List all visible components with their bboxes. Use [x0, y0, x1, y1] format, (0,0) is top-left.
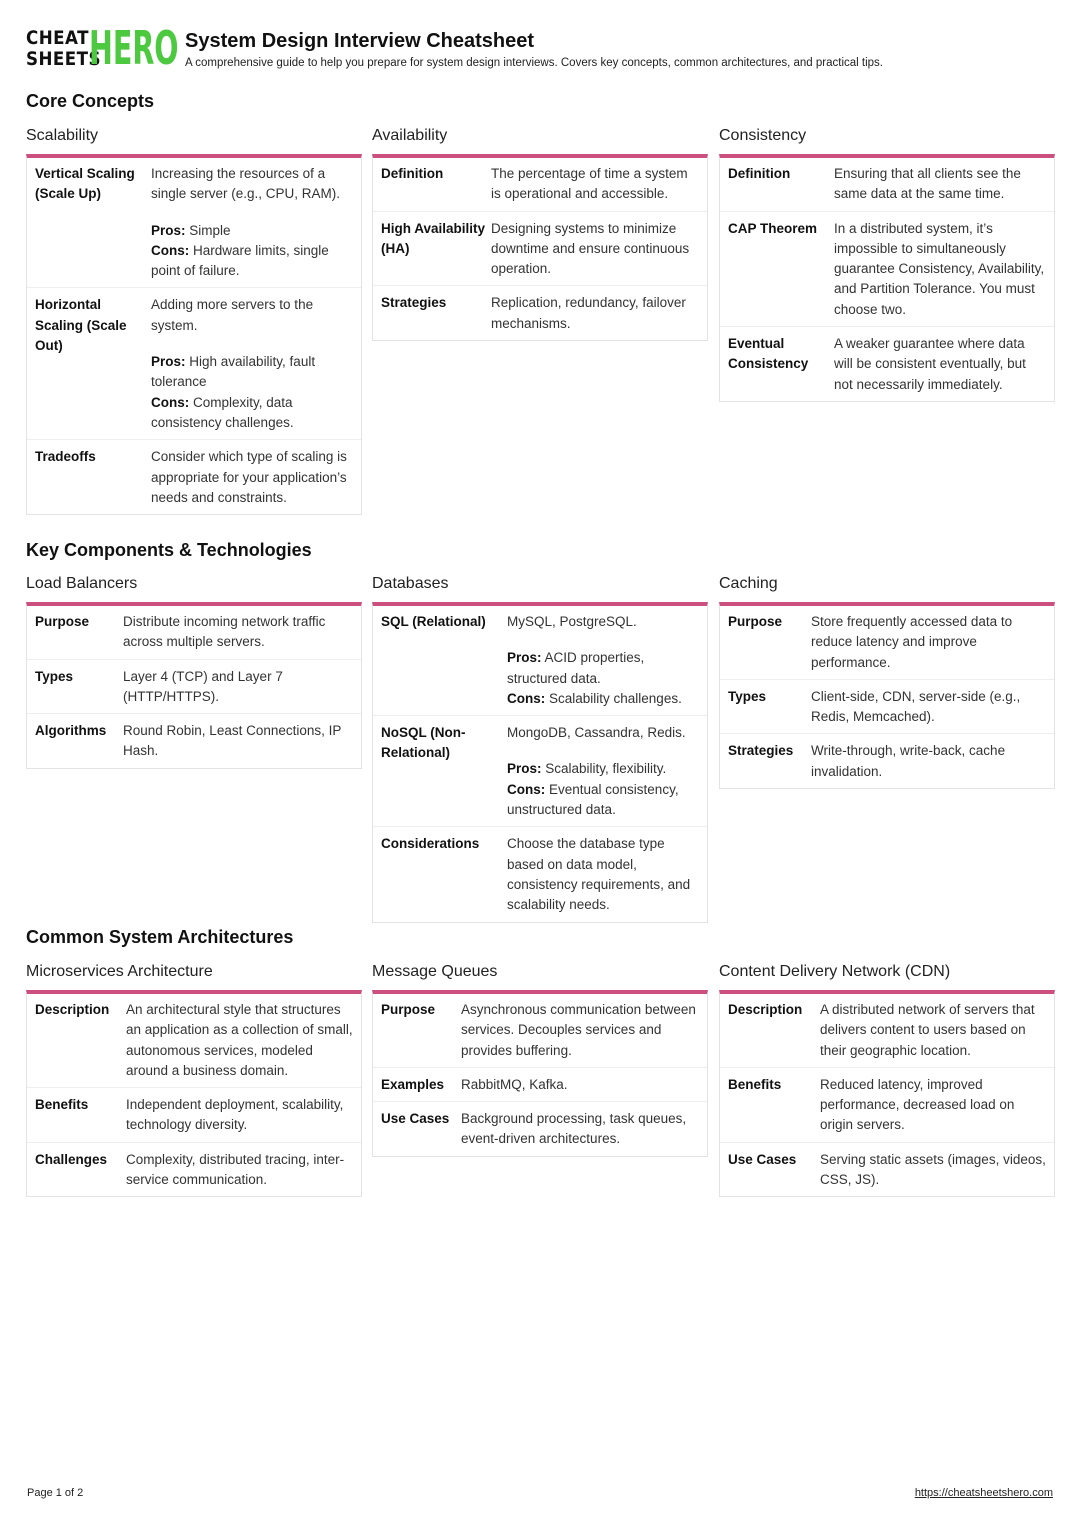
card-title: Databases — [372, 575, 449, 592]
table-row — [27, 439, 361, 514]
card-table — [26, 602, 362, 769]
cons-line — [151, 241, 353, 282]
row-desc: In a distributed system, it’s impossible to simultaneously guarantee Consistency, Availability, and Partition Tolerance. You must choose two. — [834, 220, 1045, 317]
card-table — [372, 990, 708, 1157]
table-row — [720, 211, 1054, 326]
page-header — [26, 21, 1056, 76]
card-title: Content Delivery Network (CDN) — [719, 963, 951, 980]
row-term: Purpose — [381, 1002, 436, 1017]
cons-line — [507, 689, 699, 709]
table-row — [373, 211, 707, 286]
row-term: Types — [728, 688, 767, 704]
cons-label: Cons: — [151, 242, 190, 258]
pros-line — [507, 648, 699, 689]
row-term: Types — [35, 668, 74, 684]
row-term: Vertical Scaling (Scale Up) — [35, 166, 135, 202]
table-row — [720, 606, 1054, 679]
row-desc — [151, 164, 353, 281]
row-term: Purpose — [728, 614, 783, 629]
card-caching — [719, 574, 1055, 789]
row-term: CAP Theorem — [728, 220, 818, 236]
cons-text: Eventual consistency, unstructured data. — [507, 781, 679, 818]
logo-line2: SHEETS — [26, 48, 101, 70]
desc-text: MongoDB, Cassandra, Redis. — [507, 725, 686, 741]
table-row — [373, 158, 707, 211]
card-cdn — [719, 962, 1055, 1197]
table-row — [373, 606, 707, 715]
pros-label: Pros: — [507, 761, 542, 777]
card-message-queues — [372, 962, 708, 1157]
row-desc — [507, 612, 699, 709]
row-desc: Background processing, task queues, event-driven architectures. — [461, 1111, 687, 1147]
row-term: Benefits — [728, 1076, 782, 1092]
row-term: Description — [728, 1002, 803, 1017]
row-term: SQL (Relational) — [381, 614, 486, 629]
row-desc — [507, 723, 699, 820]
table-row — [27, 158, 361, 287]
row-desc: A weaker guarantee where data will be consistent eventually, but not necessarily immediately. — [834, 336, 1026, 392]
row-desc: Write-through, write-back, cache invalidation. — [811, 743, 1006, 779]
cons-text: Hardware limits, single point of failure. — [151, 242, 329, 279]
table-row — [720, 733, 1054, 788]
row-desc: An architectural style that structures an application as a collection of small, autonomous services, modeled around a business domain. — [126, 1002, 353, 1078]
row-term: Purpose — [35, 614, 90, 629]
cons-label: Cons: — [507, 781, 546, 797]
card-microservices — [26, 962, 362, 1197]
cheatsheetshero-logo[interactable] — [26, 21, 179, 75]
table-row — [720, 1067, 1054, 1142]
pros-label: Pros: — [151, 222, 186, 238]
card-table — [719, 602, 1055, 789]
pros-line — [151, 352, 353, 393]
page-title: System Design Interview Cheatsheet — [185, 30, 535, 52]
table-row — [720, 1142, 1054, 1197]
table-row — [373, 1067, 707, 1101]
row-desc: Distribute incoming network traffic across multiple servers. — [123, 614, 326, 650]
row-term: Algorithms — [35, 723, 107, 739]
table-row — [27, 659, 361, 714]
card-consistency — [719, 126, 1055, 402]
table-row — [720, 679, 1054, 734]
card-table — [26, 990, 362, 1197]
row-term: Use Cases — [728, 1151, 797, 1167]
table-row — [720, 994, 1054, 1067]
row-desc: RabbitMQ, Kafka. — [461, 1076, 568, 1092]
row-term: Strategies — [381, 295, 447, 311]
pros-text: ACID properties, structured data. — [507, 650, 645, 686]
card-table — [719, 154, 1055, 402]
table-row — [373, 994, 707, 1067]
row-desc: Layer 4 (TCP) and Layer 7 (HTTP/HTTPS). — [123, 668, 283, 704]
row-term: Examples — [381, 1076, 445, 1092]
table-row — [27, 287, 361, 439]
row-desc: Reduced latency, improved performance, decreased load on origin servers. — [820, 1076, 1015, 1133]
row-term: Considerations — [381, 836, 480, 852]
table-row — [27, 1142, 361, 1197]
row-term: Definition — [728, 166, 791, 181]
card-title: Load Balancers — [26, 575, 138, 592]
pros-label: Pros: — [507, 650, 542, 666]
row-desc: Consider which type of scaling is appropriate for your application’s needs and constraints. — [151, 449, 347, 505]
pros-text: Scalability, flexibility. — [541, 761, 667, 777]
logo-line1: CHEAT — [26, 27, 89, 49]
card-title: Message Queues — [372, 963, 498, 980]
row-desc: Ensuring that all clients see the same data at the same time. — [834, 166, 1021, 202]
card-table — [372, 154, 708, 341]
card-table — [26, 154, 362, 515]
row-desc: Serving static assets (images, videos, CSS, JS). — [820, 1151, 1046, 1188]
pros-label: Pros: — [151, 354, 186, 370]
row-desc: A distributed network of servers that delivers content to users based on their geographic location. — [820, 1002, 1035, 1058]
table-row — [720, 326, 1054, 401]
cons-line — [151, 393, 353, 434]
cons-label: Cons: — [507, 690, 546, 706]
row-term: Tradeoffs — [35, 449, 96, 465]
row-desc: Independent deployment, scalability, technology diversity. — [126, 1097, 344, 1133]
card-title: Microservices Architecture — [26, 963, 213, 980]
row-term: Description — [35, 1002, 110, 1017]
row-desc: Complexity, distributed tracing, inter-service communication. — [126, 1151, 345, 1188]
row-term: Horizontal Scaling (Scale Out) — [35, 297, 127, 354]
row-desc — [151, 295, 353, 433]
cons-line — [507, 780, 699, 821]
page-number: Page 1 of 2 — [27, 1487, 84, 1499]
site-link[interactable]: https://cheatsheetshero.com — [914, 1487, 1053, 1499]
row-term: Strategies — [728, 743, 794, 759]
cons-label: Cons: — [151, 394, 190, 410]
section-title-architectures: Common System Architectures — [26, 927, 294, 947]
pros-line — [151, 221, 353, 241]
card-title: Scalability — [26, 127, 99, 144]
section-title-core-concepts: Core Concepts — [26, 91, 155, 111]
row-term: Use Cases — [381, 1111, 450, 1127]
row-desc: The percentage of time a system is operational and accessible. — [491, 166, 688, 202]
cons-text: Scalability challenges. — [545, 690, 682, 706]
table-row — [27, 606, 361, 659]
table-row — [27, 713, 361, 768]
table-row — [373, 1101, 707, 1156]
pros-text: Simple — [185, 222, 231, 238]
row-term: Eventual Consistency — [728, 336, 809, 372]
card-table — [372, 602, 708, 923]
cons-text: Complexity, data consistency challenges. — [151, 394, 294, 430]
row-desc: Choose the database type based on data model, consistency requirements, and scalability needs. — [507, 836, 691, 913]
row-term: Challenges — [35, 1151, 108, 1167]
row-desc: Store frequently accessed data to reduce latency and improve performance. — [811, 614, 1013, 670]
row-desc: Client-side, CDN, server-side (e.g., Redis, Memcached). — [811, 688, 1021, 725]
table-row — [373, 826, 707, 921]
row-term: Benefits — [35, 1097, 89, 1113]
desc-text: Increasing the resources of a single server (e.g., CPU, RAM). — [151, 166, 341, 202]
pros-line — [507, 759, 699, 779]
table-row — [373, 285, 707, 340]
table-row — [720, 158, 1054, 211]
table-row — [373, 715, 707, 826]
row-desc: Replication, redundancy, failover mechanisms. — [491, 295, 686, 331]
table-row — [27, 1087, 361, 1142]
desc-text: MySQL, PostgreSQL. — [507, 614, 637, 629]
desc-text: Adding more servers to the system. — [151, 297, 314, 333]
row-desc: Designing systems to minimize downtime and ensure continuous operation. — [491, 220, 690, 277]
pros-text: High availability, fault tolerance — [151, 354, 316, 390]
page-subtitle: A comprehensive guide to help you prepare for system design interviews. Covers key concepts, common architectures, and practical tips. — [185, 57, 884, 69]
card-load-balancers — [26, 574, 362, 769]
row-term: High Availability (HA) — [381, 220, 486, 256]
card-title: Consistency — [719, 127, 807, 144]
row-term: NoSQL (Non-Relational) — [381, 725, 466, 761]
card-title: Caching — [719, 575, 778, 592]
card-title: Availability — [372, 127, 448, 144]
section-title-key-components: Key Components & Technologies — [26, 540, 312, 560]
card-scalability — [26, 126, 362, 515]
row-desc: Asynchronous communication between services. Decouples services and provides buffering. — [461, 1002, 696, 1058]
card-databases — [372, 574, 708, 923]
card-table — [719, 990, 1055, 1197]
card-availability — [372, 126, 708, 341]
logo-hero: HERO — [89, 21, 179, 75]
row-term: Definition — [381, 166, 444, 181]
table-row — [27, 994, 361, 1087]
row-desc: Round Robin, Least Connections, IP Hash. — [123, 723, 342, 759]
